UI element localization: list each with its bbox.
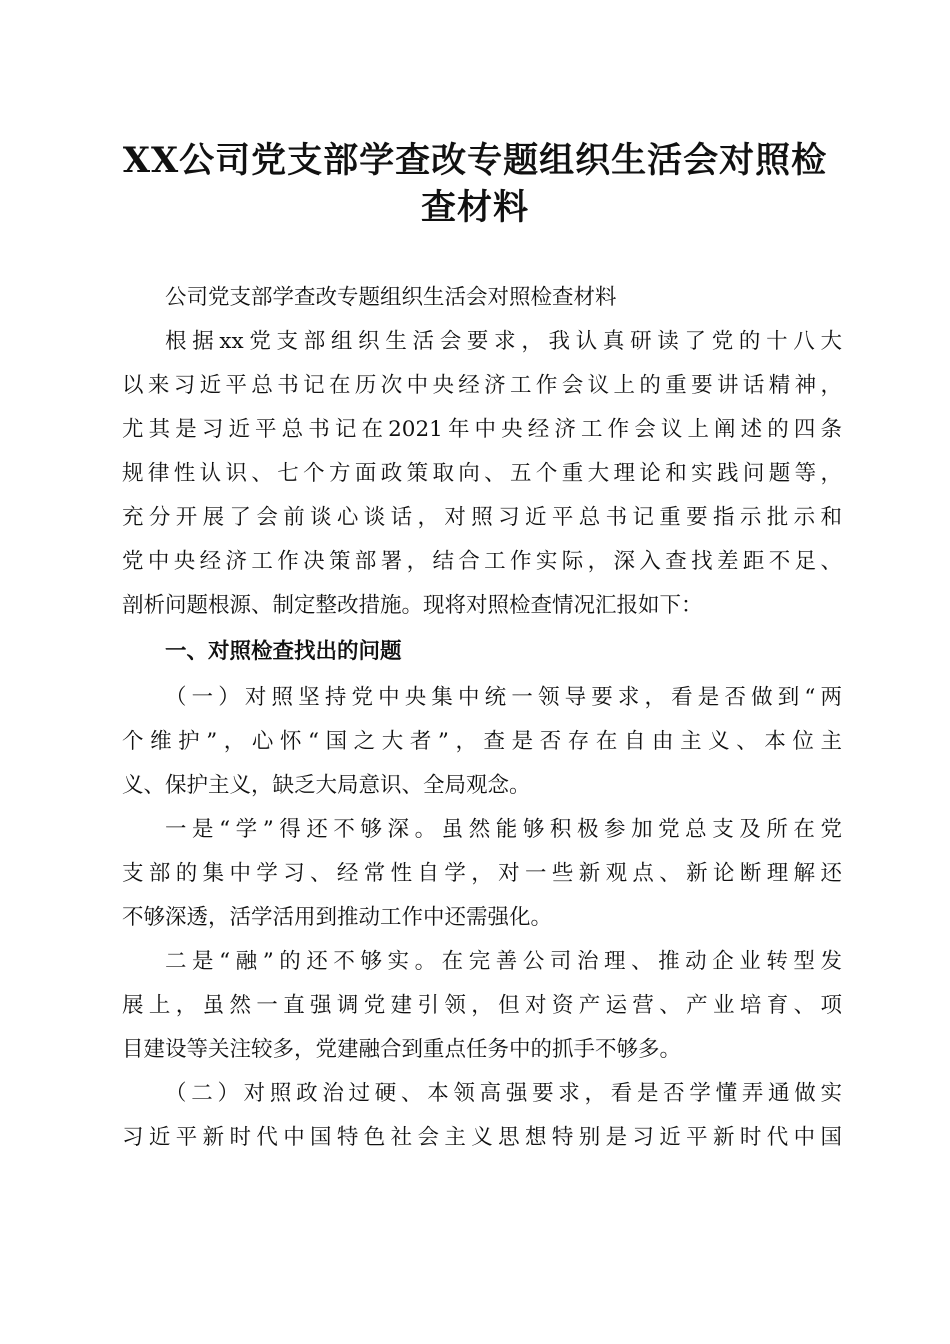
text-line: 二是“融”的还不够实。在完善公司治理、推动企业转型发 xyxy=(165,949,842,974)
title-line: 查材料 xyxy=(420,187,529,228)
text-line: 习近平新时代中国特色社会主义思想特别是习近平新时代中国 xyxy=(122,1125,842,1150)
text-line: 一是“学”得还不够深。虽然能够积极参加党总支及所在党 xyxy=(165,817,842,842)
text-line: 充分开展了会前谈心谈话，对照习近平总书记重要指示批示和 xyxy=(122,505,842,530)
text-line: 不够深透，活学活用到推动工作中还需强化。 xyxy=(122,905,553,930)
section-heading xyxy=(122,628,842,676)
text-line: 展上，虽然一直强调党建引领，但对资产运营、产业培育、项 xyxy=(122,993,842,1018)
paragraph xyxy=(122,276,842,320)
text-line: 个维护”，心怀“国之大者”，查是否存在自由主义、本位主 xyxy=(122,729,842,754)
text-line: （一）对照坚持党中央集中统一领导要求，看是否做到“两 xyxy=(165,685,842,710)
title-line: XX公司党支部学查改专题组织生活会对照检 xyxy=(122,140,828,181)
text-line: 以来习近平总书记在历次中央经济工作会议上的重要讲话精神， xyxy=(122,373,842,398)
heading-text: 一、对照检查找出的问题 xyxy=(165,639,402,664)
paragraph xyxy=(122,676,842,808)
text-line: 支部的集中学习、经常性自学，对一些新观点、新论断理解还 xyxy=(122,861,842,886)
text-line: 义、保护主义，缺乏大局意识、全局观念。 xyxy=(122,773,531,798)
document-title xyxy=(0,137,950,231)
text-line: 尤其是习近平总书记在2021年中央经济工作会议上阐述的四条 xyxy=(122,417,842,442)
document-body xyxy=(122,276,842,1160)
paragraph xyxy=(122,808,842,940)
paragraph xyxy=(122,320,842,628)
paragraph xyxy=(122,940,842,1072)
text-line: （二）对照政治过硬、本领高强要求，看是否学懂弄通做实 xyxy=(165,1081,842,1106)
text-line: 目建设等关注较多，党建融合到重点任务中的抓手不够多。 xyxy=(122,1037,682,1062)
text-line: 规律性认识、七个方面政策取向、五个重大理论和实践问题等， xyxy=(122,461,842,486)
paragraph xyxy=(122,1072,842,1160)
text-line: 公司党支部学查改专题组织生活会对照检查材料 xyxy=(165,285,617,310)
text-line: 根据xx党支部组织生活会要求，我认真研读了党的十八大 xyxy=(165,329,842,354)
text-line: 剖析问题根源、制定整改措施。现将对照检查情况汇报如下： xyxy=(122,593,703,618)
text-line: 党中央经济工作决策部署，结合工作实际，深入查找差距不足、 xyxy=(122,549,842,574)
